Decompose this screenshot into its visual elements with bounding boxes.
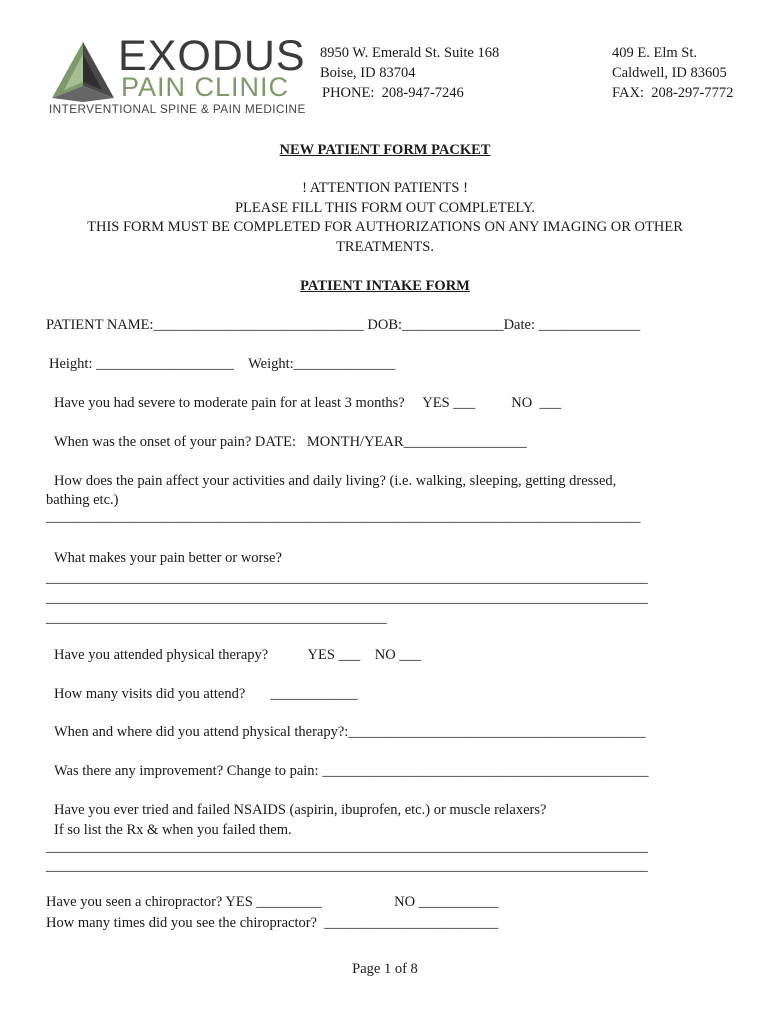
address-boise-phone: PHONE: 208-947-7246 — [322, 85, 464, 101]
patient-name-dob-date-field[interactable]: PATIENT NAME:_____________________________ DOB:______________Date: ______________ — [46, 317, 641, 333]
page-number: Page 1 of 8 — [352, 961, 418, 977]
improvement-field[interactable]: Was there any improvement? Change to pain: _____________________________________________ — [54, 763, 649, 779]
nsaids-answer-line-2[interactable]: ___________________________________________________________________________________ — [46, 858, 648, 874]
attention-line-2: THIS FORM MUST BE COMPLETED FOR AUTHORIZATIONS ON ANY IMAGING OR OTHER — [87, 219, 683, 235]
page-title: NEW PATIENT FORM PACKET — [279, 142, 491, 158]
pain-affect-answer-line[interactable]: __________________________________________________________________________________ — [46, 509, 641, 525]
attention-line-1: PLEASE FILL THIS FORM OUT COMPLETELY. — [234, 200, 536, 216]
pain-affect-question: How does the pain affect your activities and daily living? (i.e. walking, sleeping, getting dressed, — [54, 473, 617, 489]
logo-tagline: INTERVENTIONAL SPINE & PAIN MEDICINE — [49, 102, 306, 116]
logo-word-exodus: EXODUS — [118, 32, 306, 80]
intake-form-subtitle: PATIENT INTAKE FORM — [300, 278, 470, 294]
address-caldwell-city: Caldwell, ID 83605 — [612, 65, 727, 81]
height-weight-field[interactable]: Height: ___________________ Weight:______________ — [49, 356, 396, 372]
nsaids-answer-line-1[interactable]: ___________________________________________________________________________________ — [46, 839, 648, 855]
pt-visits-field[interactable]: How many visits did you attend? ____________ — [54, 686, 358, 702]
better-worse-answer-line-1[interactable]: ___________________________________________________________________________________ — [46, 570, 648, 586]
pyramid-logo-icon — [50, 40, 120, 102]
address-boise-city: Boise, ID 83704 — [320, 65, 416, 81]
nsaids-list-instruction: If so list the Rx & when you failed them. — [54, 822, 292, 838]
better-worse-question: What makes your pain better or worse? — [54, 550, 282, 566]
chiropractor-times-field[interactable]: How many times did you see the chiropractor? ________________________ — [46, 915, 499, 931]
pain-3-months-question[interactable]: Have you had severe to moderate pain for at least 3 months? YES ___ NO ___ — [54, 395, 562, 411]
pt-when-where-field[interactable]: When and where did you attend physical therapy?:_________________________________________ — [54, 724, 646, 740]
pain-onset-field[interactable]: When was the onset of your pain? DATE: MONTH/YEAR_________________ — [54, 434, 527, 450]
attention-heading: ! ATTENTION PATIENTS ! — [302, 180, 468, 196]
better-worse-answer-line-2[interactable]: ___________________________________________________________________________________ — [46, 590, 648, 606]
address-caldwell-fax: FAX: 208-297-7772 — [612, 85, 734, 101]
address-boise-street: 8950 W. Emerald St. Suite 168 — [320, 45, 500, 61]
physical-therapy-question[interactable]: Have you attended physical therapy? YES ___ NO ___ — [54, 647, 422, 663]
logo-word-pain-clinic: PAIN CLINIC — [121, 72, 290, 102]
pain-affect-question-cont: bathing etc.) — [46, 492, 119, 508]
attention-line-3: TREATMENTS. — [336, 239, 434, 255]
better-worse-answer-line-3[interactable]: _______________________________________________ — [46, 610, 387, 626]
chiropractor-question[interactable]: Have you seen a chiropractor? YES _________ NO ___________ — [46, 894, 499, 910]
nsaids-question: Have you ever tried and failed NSAIDS (aspirin, ibuprofen, etc.) or muscle relaxers? — [54, 802, 547, 818]
address-caldwell-street: 409 E. Elm St. — [612, 45, 697, 61]
